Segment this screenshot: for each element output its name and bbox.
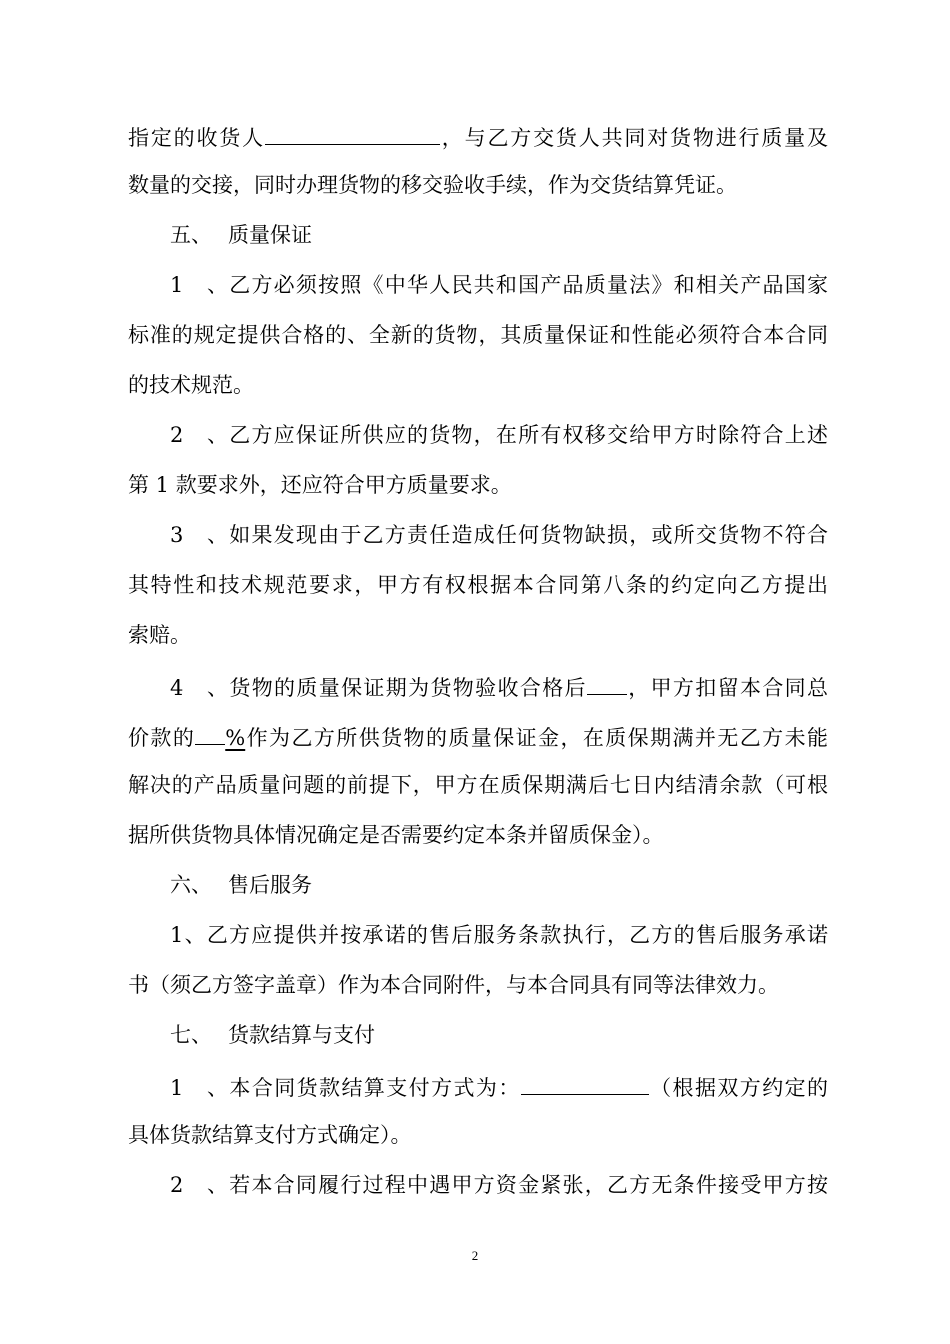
paragraph-line: 具体货款结算支付方式确定）。 [128,1123,412,1147]
payment-method-blank [521,1070,649,1095]
paragraph-line: 书（须乙方签字盖章）作为本合同附件，与本合同具有同等法律效力。 [128,973,779,997]
retention-percent-blank [195,720,225,745]
consignee-blank [265,120,440,145]
paragraph-line: 据所供货物具体情况确定是否需要约定本条并留质保金）。 [128,823,664,847]
retention-percent-line: 价款的 %作为乙方所供货物的质量保证金，在质保期满并无乙方未能 [128,720,828,753]
section-heading-quality: 五、 质量保证 [170,223,312,247]
paragraph-line: 2、若本合同履行过程中遇甲方资金紧张，乙方无条件接受甲方按 [170,1173,828,1197]
warranty-period-line: 4、货物的质量保证期为货物验收合格后 ，甲方扣留本合同总 [170,670,828,703]
paragraph-line: 其特性和技术规范要求，甲方有权根据本合同第八条的约定向乙方提出 [128,573,828,597]
section-heading-payment: 七、 货款结算与支付 [170,1023,375,1047]
paragraph-line: 解决的产品质量问题的前提下，甲方在质保期满后七日内结清余款（可根 [128,773,828,797]
paragraph-line: 数量的交接，同时办理货物的移交验收手续，作为交货结算凭证。 [128,173,737,197]
page-number: 2 [471,1248,479,1263]
payment-method-line: 1、本合同货款结算支付方式为： （根据双方约定的 [170,1070,828,1103]
paragraph-line: 1、乙方应提供并按承诺的售后服务条款执行，乙方的售后服务承诺 [170,923,828,947]
paragraph-line: 标准的规定提供合格的、全新的货物，其质量保证和性能必须符合本合同 [128,323,828,347]
warranty-period-blank [587,670,627,695]
paragraph-line: 索赔。 [128,623,191,647]
section-heading-after-sales: 六、 售后服务 [170,873,312,897]
paragraph-line: 第 1 款要求外，还应符合甲方质量要求。 [128,473,512,497]
consignee-line: 指定的收货人 ，与乙方交货人共同对货物进行质量及 [128,120,828,153]
paragraph-line: 1、乙方必须按照《中华人民共和国产品质量法》和相关产品国家 [170,273,828,297]
paragraph-line: 的技术规范。 [128,373,254,397]
paragraph-line: 3、如果发现由于乙方责任造成任何货物缺损，或所交货物不符合 [170,523,828,547]
paragraph-line: 2、乙方应保证所供应的货物，在所有权移交给甲方时除符合上述 [170,423,828,447]
